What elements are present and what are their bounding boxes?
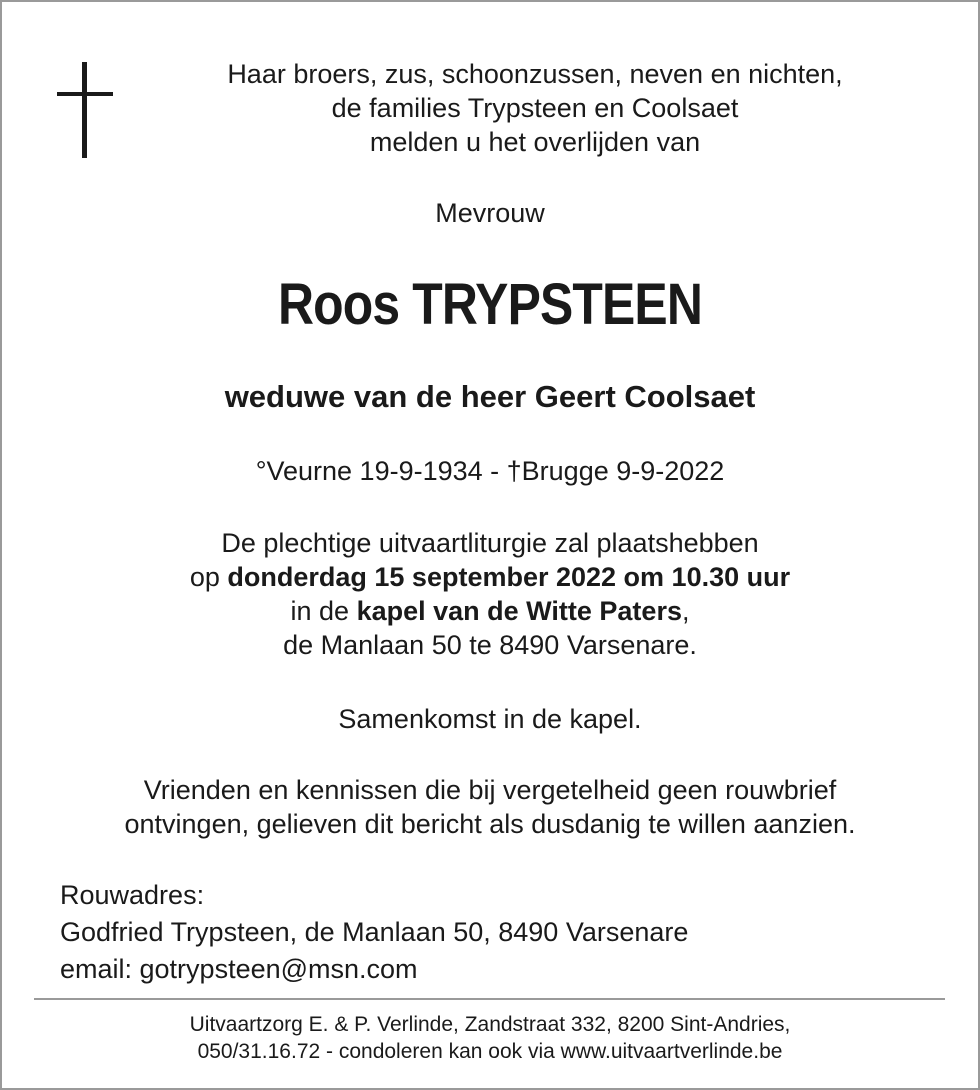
footer-divider: [34, 998, 945, 1000]
intro-text: [130, 57, 940, 159]
ceremony-line-1: De plechtige uitvaartliturgie zal plaatshebben: [221, 528, 759, 558]
funeral-home-footer: [0, 1011, 980, 1065]
address-label: Rouwadres:: [60, 880, 205, 910]
meeting-note: Samenkomst in de kapel.: [338, 704, 642, 734]
address-line-1: Godfried Trypsteen, de Manlaan 50, 8490 Varsenare: [60, 917, 689, 947]
intro-line-1: Haar broers, zus, schoonzussen, neven en nichten,: [227, 59, 843, 89]
ceremony-date: donderdag 15 september 2022 om 10.30 uur: [227, 562, 791, 592]
address-email: email: gotrypsteen@msn.com: [60, 954, 418, 984]
ceremony-date-prefix: op: [189, 562, 228, 592]
birth-death-dates: °Veurne 19-9-1934 - †Brugge 9-9-2022: [255, 456, 725, 486]
deceased-name: Roos TRYPSTEEN: [277, 272, 703, 337]
widow-of-line: weduwe van de heer Geert Coolsaet: [224, 379, 756, 414]
ceremony-place-prefix: in de: [290, 596, 357, 626]
footer-line-1: Uitvaartzorg E. & P. Verlinde, Zandstraat 332, 8200 Sint-Andries,: [189, 1013, 791, 1036]
footer-line-2: 050/31.16.72 - condoleren kan ook via www.uitvaartverlinde.be: [197, 1040, 783, 1063]
salutation: Mevrouw: [435, 198, 545, 228]
friends-line-1: Vrienden en kennissen die bij vergetelheid geen rouwbrief: [143, 775, 837, 805]
ceremony-place: kapel van de Witte Paters: [356, 596, 682, 626]
ceremony-address: de Manlaan 50 te 8490 Varsenare.: [283, 630, 697, 660]
ceremony-line-3: [0, 594, 980, 628]
intro-line-3: melden u het overlijden van: [369, 127, 701, 157]
cross-icon: [57, 62, 113, 158]
intro-line-2: de families Trypsteen en Coolsaet: [331, 93, 739, 123]
ceremony-line-2: [0, 560, 980, 594]
friends-line-2: ontvingen, gelieven dit bericht als dusdanig te willen aanzien.: [124, 809, 856, 839]
friends-note: [0, 773, 980, 841]
ceremony-details: [0, 526, 980, 662]
mourning-address: [60, 877, 688, 988]
ceremony-place-suffix: ,: [681, 596, 690, 626]
